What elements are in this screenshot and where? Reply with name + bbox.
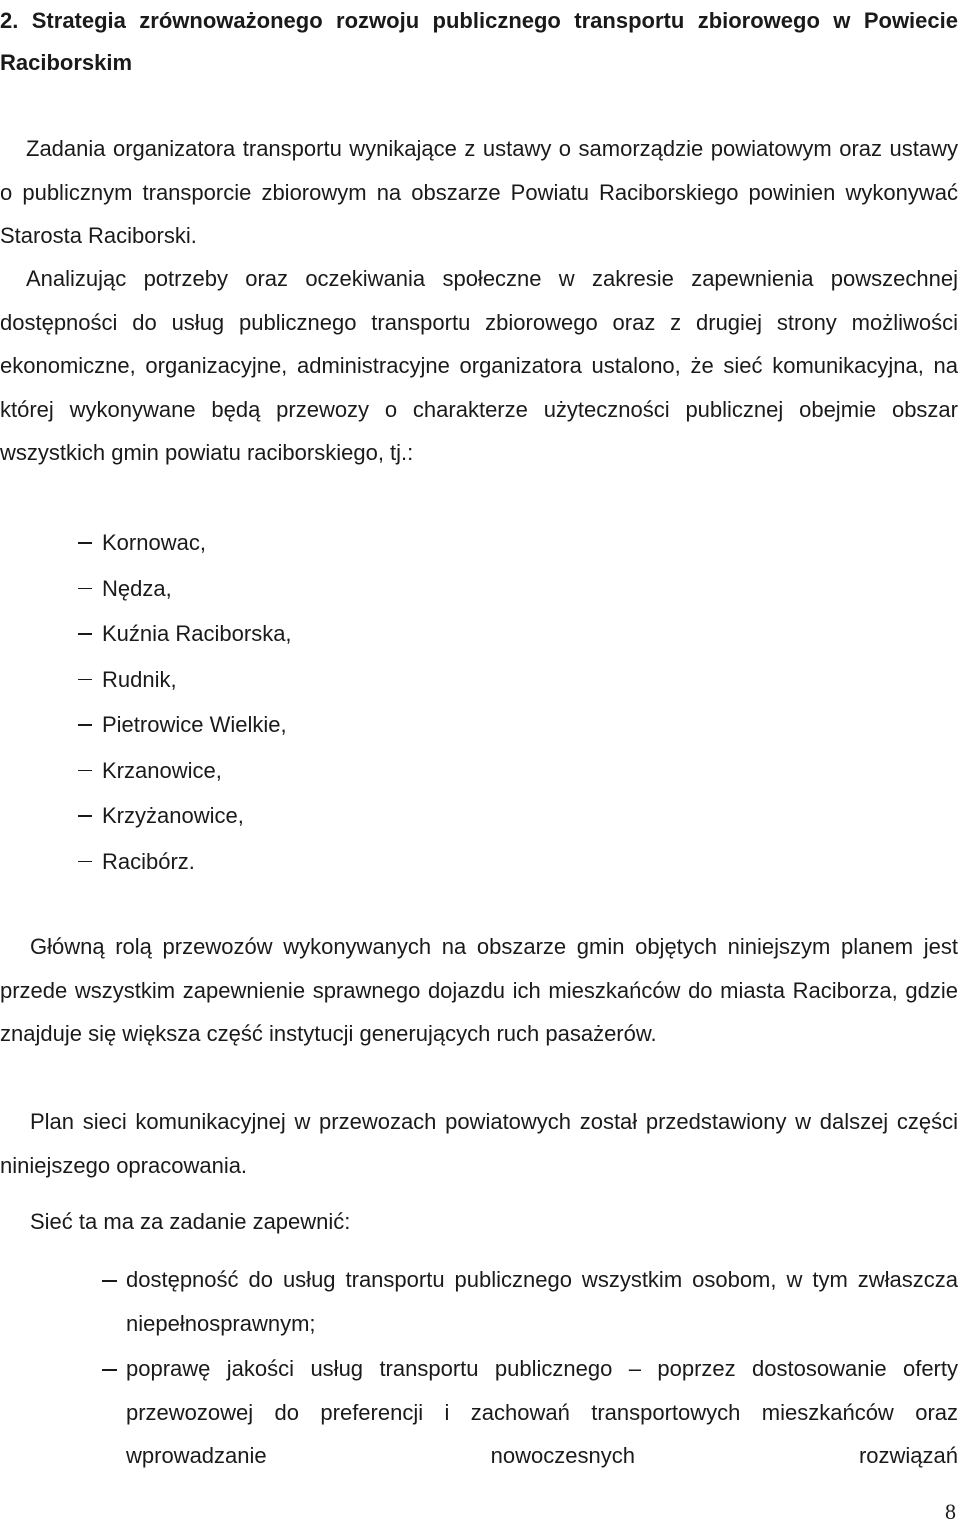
dash-bullet-icon [102,1280,117,1282]
page-number: 8 [945,1499,956,1524]
list-item: Nędza, [78,566,292,612]
goals-list [102,1258,958,1478]
paragraph-analysis: Analizując potrzeby oraz oczekiwania społeczne w zakresie zapewnienia powszechnej dostępności do usług publicznego transportu zbiorowego oraz z drugiej strony możliwości ekonomiczne, organizacyjne, administracyjne organizatora ustalono, że sieć komunikacyjna, na której wykonywane będą przewozy o charakterze użyteczności publicznej obejmie obszar wszystkich gmin powiatu raciborskiego, tj.: [0,266,958,466]
dash-bullet-icon [78,770,92,772]
paragraph-plan: Plan sieci komunikacyjnej w przewozach powiatowych został przedstawiony w dalszej części niniejszego opracowania. [0,1109,958,1178]
dash-bullet-icon [78,861,92,863]
list-item: poprawę jakości usług transportu publicznego – poprzez dostosowanie oferty przewozowej do preferencji i zachowań transportowych mieszkańców oraz wprowadzanie nowoczesnych rozwiązań [102,1347,958,1478]
list-item: Racibórz. [78,839,292,885]
dash-bullet-icon [102,1369,117,1371]
list-item: Pietrowice Wielkie, [78,702,292,748]
list-item: Kuźnia Raciborska, [78,611,292,657]
dash-bullet-icon [78,588,92,590]
paragraph-role: Główną rolą przewozów wykonywanych na obszarze gmin objętych niniejszym planem jest przede wszystkim zapewnienie sprawnego dojazdu ich mieszkańców do miasta Raciborza, gdzie znajduje się większa część instytucji generujących ruch pasażerów. [0,934,958,1047]
dash-bullet-icon [78,679,92,681]
paragraph-goal-intro: Sieć ta ma za zadanie zapewnić: [30,1209,351,1234]
gminy-list [78,520,292,884]
list-item: Krzanowice, [78,748,292,794]
dash-bullet-icon [78,542,92,544]
dash-bullet-icon [78,724,92,726]
paragraph-intro: Zadania organizatora transportu wynikające z ustawy o samorządzie powiatowym oraz ustawy o publicznym transporcie zbiorowym na obszarze Powiatu Raciborskiego powinien wykonywać Starosta Raciborski. [0,136,958,249]
list-item: Rudnik, [78,657,292,703]
list-item: dostępność do usług transportu publicznego wszystkim osobom, w tym zwłaszcza niepełnosprawnym; [102,1258,958,1345]
dash-bullet-icon [78,633,92,635]
list-item: Krzyżanowice, [78,793,292,839]
dash-bullet-icon [78,815,92,817]
section-heading: 2. Strategia zrównoważonego rozwoju publicznego transportu zbiorowego w Powiecie Raciborskim [0,8,958,75]
list-item: Kornowac, [78,520,292,566]
